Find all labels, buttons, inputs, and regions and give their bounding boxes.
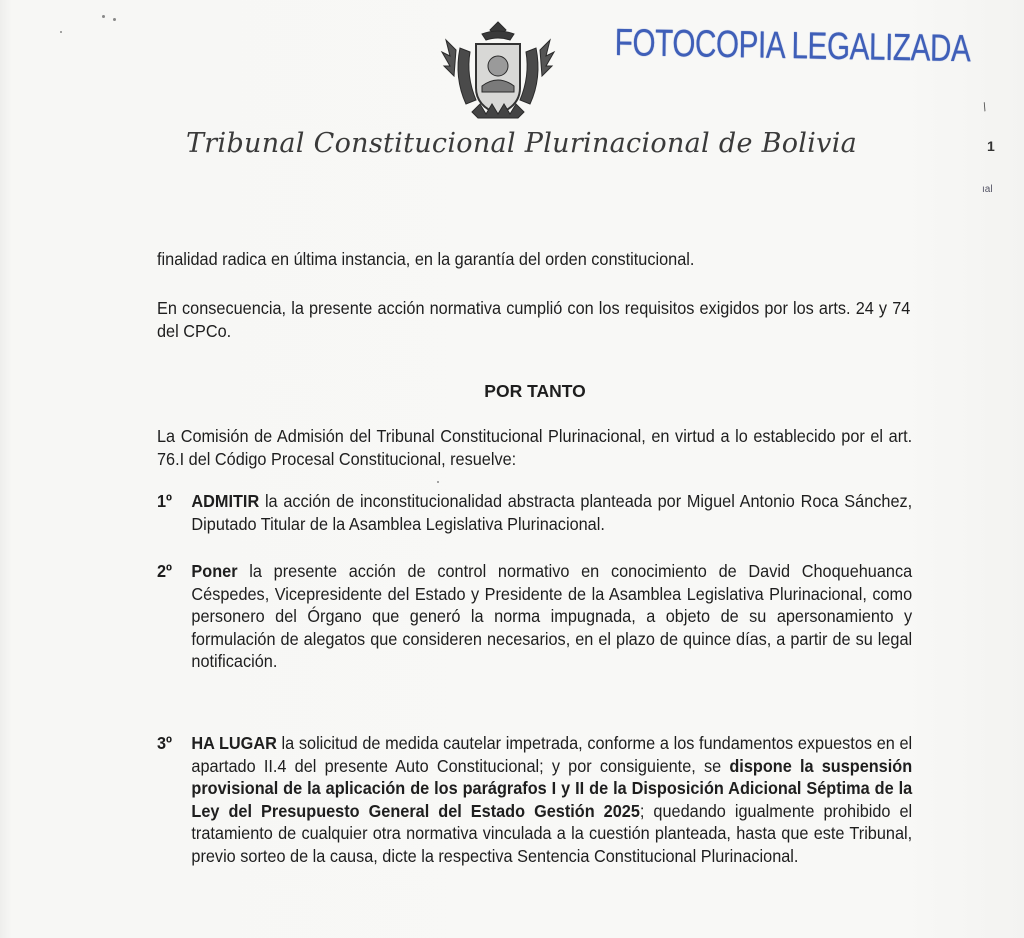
item-body: ; quedando igualmente prohibido el tratamiento de cualquier otra normativa vinculada a la cuestión planteada, hasta que este Tribunal, previo sorteo de la causa, dicte la respectiva Sentencia Constitucional Plurinacional. [191,800,913,866]
item-body: la presente acción de control normativo en conocimiento de David Choquehuanca Céspedes, Vicepresidente del Estado y Presidente de la Asamblea Legislativa Plurinacional, como personero del Órgano que generó la norma impugnada, a objeto de su apersonamiento y formulación de alegatos que consideren necesarios, en el plazo de quince días, a partir de su legal notificación. [191,561,913,671]
item-emphasis: dispone la suspensión provisional de la aplicación de los parágrafos I y II de la Disposición Adicional Séptima de la Ley del Presupuesto General del Estado Gestión 2025 [191,755,913,821]
paragraph-consecuencia: En consecuencia, la presente acción normativa cumplió con los requisitos exigidos por los arts. 24 y 74 del CPCo. [157,298,911,341]
item-text [191,490,912,535]
item-lead: Poner [191,561,238,581]
section-heading-por-tanto: POR TANTO [484,381,586,401]
margin-mark: / [980,99,989,115]
scan-speck [102,15,105,18]
scan-speck [437,481,439,483]
paragraph-finalidad: finalidad radica en última instancia, en la garantía del orden constitucional. [157,249,695,269]
item-number: 2º [157,561,172,581]
item-lead: HA LUGAR [191,733,277,753]
item-lead: ADMITIR [191,491,260,511]
paragraph-resuelve: La Comisión de Admisión del Tribunal Constitucional Plurinacional, en virtud a lo establecido por el art. 76.I del Código Procesal Constitucional, resuelve: [157,426,913,469]
item-text [191,732,912,867]
resolution-item-1 [157,490,912,535]
margin-mark: ıal [982,184,993,195]
coat-of-arms-icon [438,20,558,128]
scan-speck [113,18,116,21]
item-body: la solicitud de medida cautelar impetrada, conforme a los fundamentos expuestos en el apartado II.4 del presente Auto Constitucional; y por consiguiente, se [191,733,913,776]
item-number: 1º [157,491,172,511]
resolution-item-2 [157,560,912,673]
item-text [191,560,912,673]
item-body: la acción de inconstitucionalidad abstracta planteada por Miguel Antonio Roca Sánchez, Diputado Titular de la Asamblea Legislativa Plurinacional. [191,491,913,534]
item-number: 3º [157,733,172,753]
letterhead-title: Tribunal Constitucional Plurinacional de Bolivia [186,128,858,159]
resolution-item-3 [157,732,912,867]
margin-mark: 1 [987,138,995,154]
scan-speck [60,31,62,33]
legalized-copy-stamp: FOTOCOPIA LEGALIZADA [614,22,971,71]
